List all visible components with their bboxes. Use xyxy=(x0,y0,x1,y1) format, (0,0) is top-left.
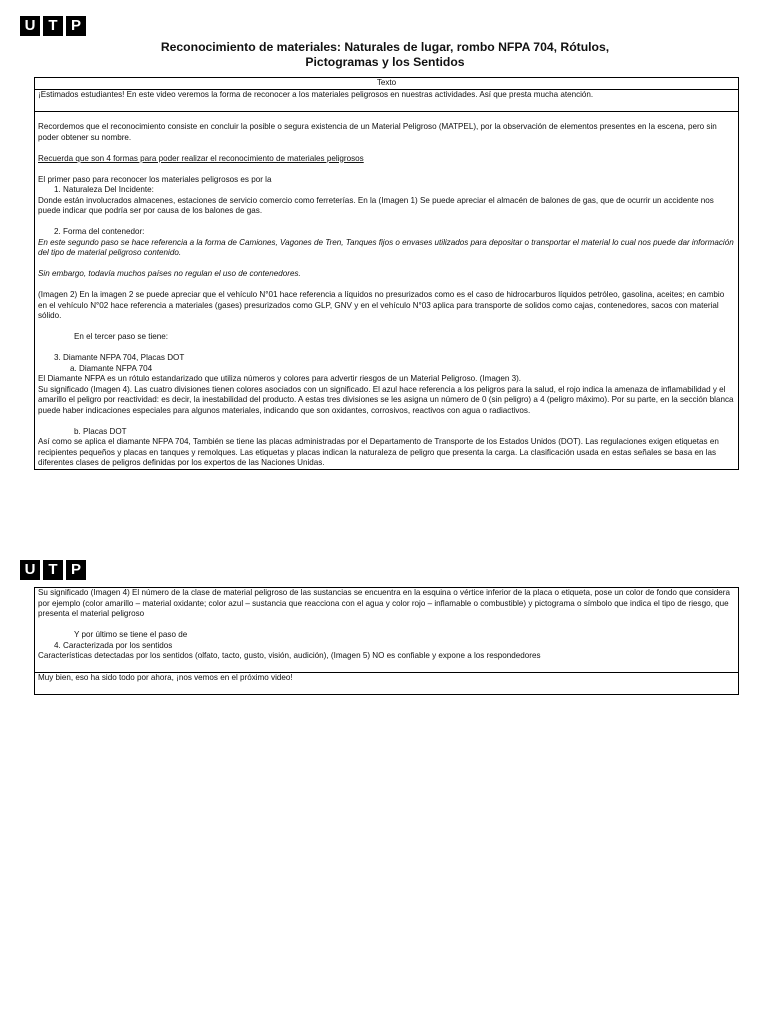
item-1-text: Donde están involucrados almacenes, estaciones de servicio comercio como ferreterías. En la (Imagen 1) Se puede apreciar el almacén de balones de gas, que de ocurrir un accidente nos puede indicar que podría ser por causa de los balones de gas. xyxy=(38,195,714,215)
title-line-2: Pictogramas y los Sentidos xyxy=(305,55,465,69)
greeting-cell xyxy=(35,89,739,111)
last-step-paragraph: Y por último se tiene el paso de xyxy=(74,630,188,639)
closing-text: Muy bien, eso ha sido todo por ahora, ¡nos vemos en el próximo video! xyxy=(38,673,293,682)
logo-letter-u: U xyxy=(20,16,40,36)
table-header-texto: Texto xyxy=(35,78,739,90)
content-cell xyxy=(35,588,739,673)
closing-cell xyxy=(35,673,739,695)
greeting-text: ¡Estimados estudiantes! En este video veremos la forma de reconocer a los materiales peligrosos en nuestras actividades. Así que presta mucha atención. xyxy=(38,89,594,99)
utp-logo-page-2 xyxy=(20,560,86,580)
content-cell xyxy=(35,111,739,469)
table-row xyxy=(35,588,739,673)
list-item-4: 4. Caracterizada por los sentidos xyxy=(54,640,173,650)
logo-letter-t: T xyxy=(43,16,63,36)
table-row xyxy=(35,111,739,469)
item-3b-text: Así como se aplica el diamante NFPA 704, También se tiene las placas administradas por el Departamento de Transporte de los Estados Unidos (DOT). Las regulaciones exigen etiquetas en recipientes pequeños y placas en tanques y remolques. Las etiquetas y placas indican la naturaleza de peligro que presenta la carga. La clasificación usada en estas señales se basa en las diferentes clases de peligros definidas por los expertos de las Naciones Unidas. xyxy=(38,437,719,467)
image-2-paragraph: (Imagen 2) En la imagen 2 se puede apreciar que el vehículo N°01 hace referencia a líquidos no presurizados como es el caso de hidrocarburos líquidos petróleo, gasolina, aceites; en cambio en el vehículo N°02 hace referencia a materiales (gases) presurizados como GLP, GNV y en el vehículo N°03 aplica para transporte de solidos como cajas, contenedores, sacos con material sólido. xyxy=(38,290,725,320)
document-title xyxy=(80,40,690,70)
title-line-1: Reconocimiento de materiales: Naturales de lugar, rombo NFPA 704, Rótulos, xyxy=(160,40,610,54)
item-2-text: En este segundo paso se hace referencia a la forma de Camiones, Vagones de Tren, Tanques fijos o envases utilizados para depositar o transportar el material lo cual nos puede dar información del tipo de material peligroso contenido. xyxy=(38,237,734,257)
list-item-3: 3. Diamante NFPA 704, Placas DOT xyxy=(54,353,185,362)
third-step-paragraph: En el tercer paso se tiene: xyxy=(74,332,169,341)
item-4-text: Características detectadas por los sentidos (olfato, tacto, gusto, visión, audición), (Imagen 5) NO es confiable y expone a los respondedores xyxy=(38,651,541,660)
logo-letter-t: T xyxy=(43,560,63,580)
list-item-2: 2. Forma del contenedor: xyxy=(54,227,145,236)
item-3a-text: El Diamante NFPA es un rótulo estandarizado que utiliza números y colores para advertir riesgos de un Material Peligroso. (Imagen 3). xyxy=(38,374,522,383)
meaning-paragraph: Su significado (Imagen 4) El número de la clase de material peligroso de las sustancias se encuentra en la esquina o vértice inferior de la placa o etiqueta, pose un color de fondo que considera por ejemplo (color amarillo – material oxidante; color azul – sustancia que reacciona con el agua y color rojo – inflamable o combustible) y pictograma o símbolo que indica el tipo de riesgo, que presenta el material peligroso xyxy=(38,588,730,618)
logo-letter-u: U xyxy=(20,560,40,580)
table-header-row xyxy=(35,78,739,90)
list-item-1: 1. Naturaleza Del Incidente: xyxy=(54,185,154,194)
intro-paragraph: Recordemos que el reconocimiento consiste en concluir la posible o segura existencia de un Material Peligroso (MATPEL), por la observación de elementos presentes en la escena, pero sin poder obtener su nombre. xyxy=(38,122,717,142)
script-table-2 xyxy=(34,587,739,695)
item-3a-meaning: Su significado (Imagen 4). Las cuatro divisiones tienen colores asociados con un significado. El azul hace referencia a los peligros para la salud, el rojo indica la amenaza de inflamabilidad y el amarillo el peligro por reactividad: es decir, la inestabilidad del producto. A estas tres divisiones se les asigna un número de 0 (sin peligro) a 4 (peligro máximo). Por su parte, en la sección blanca puede haber indicaciones especiales para algunos materiales, indicando que son oxidantes, corrosivos, reactivos con agua o radiactivos. xyxy=(38,384,734,415)
list-item-3a: a. Diamante NFPA 704 xyxy=(70,363,153,373)
table-row xyxy=(35,89,739,111)
logo-letter-p: P xyxy=(66,16,86,36)
logo-letter-p: P xyxy=(66,560,86,580)
utp-logo xyxy=(20,16,86,36)
table-row xyxy=(35,673,739,695)
script-table-1 xyxy=(34,77,739,470)
first-step-paragraph: El primer paso para reconocer los materiales peligrosos es por la xyxy=(38,174,272,184)
item-2-note: Sin embargo, todavía muchos países no regulan el uso de contenedores. xyxy=(38,269,301,278)
list-item-3b: b. Placas DOT xyxy=(74,426,127,436)
remember-paragraph: Recuerda que son 4 formas para poder realizar el reconocimiento de materiales peligrosos xyxy=(38,153,364,163)
